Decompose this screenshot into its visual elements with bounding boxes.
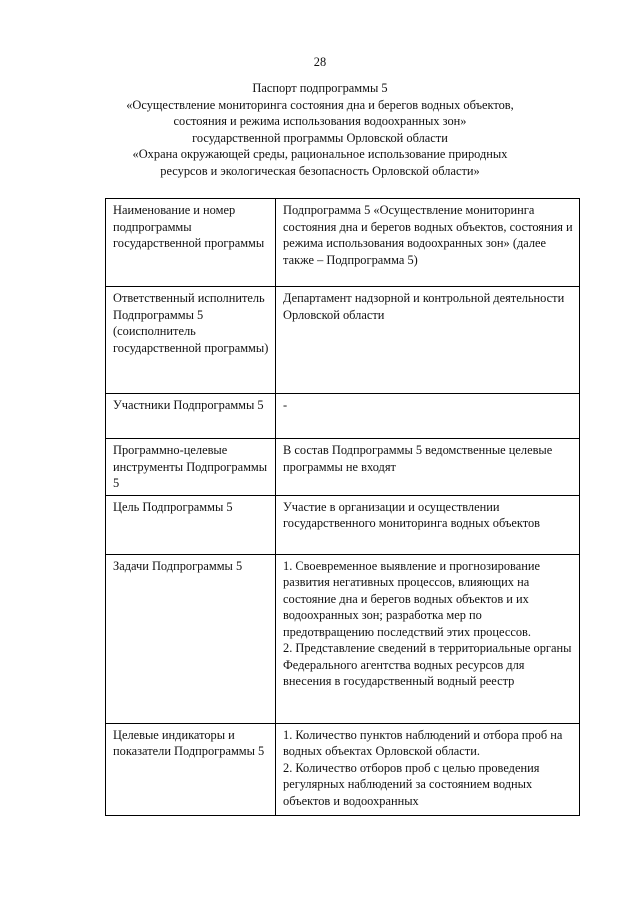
row-value [276,723,580,815]
row-label [106,495,276,554]
row-label [106,439,276,496]
label-text: Участники Подпрограммы 5 [113,398,264,412]
row-label [106,723,276,815]
row-value [276,394,580,439]
passport-table [105,198,580,816]
table-row [106,439,580,496]
label-text: Ответственный исполнитель Подпрограммы 5 (соисполнитель государственной программы) [113,291,269,355]
indicator-item: 1. Количество пунктов наблюдений и отбора проб на водных объектах Орловской области. [283,727,563,758]
label-text: Задачи Подпрограммы 5 [113,558,243,573]
row-label [106,554,276,723]
table-row [106,394,580,439]
row-label [106,394,276,439]
row-value [276,199,580,287]
value-text-clip [283,727,574,811]
page-number: 28 [313,55,327,69]
title-line: состояния и режима использования водоохранных зон» [173,114,467,128]
label-text: Программно-целевые инструменты Подпрограммы 5 [113,443,268,490]
title-line: ресурсов и экологическая безопасность Орловской области» [160,163,480,178]
table-row [106,287,580,394]
row-value [276,287,580,394]
value-text: В состав Подпрограммы 5 ведомственные целевые программы не входят [283,443,553,474]
title-line: Паспорт подпрограммы 5 [252,81,388,95]
label-text: Наименование и номер подпрограммы государственной программы [113,203,265,250]
value-text: Подпрограмма 5 «Осуществление мониторинга состояния дна и берегов водных объектов, состояния и режима использования водоохранных зон» (далее также – Подпрограмма 5) [283,203,573,267]
row-value [276,554,580,723]
row-value [276,439,580,496]
indicator-item: 2. Количество отборов проб с целью проведения регулярных наблюдений за состоянием водных объектов и водоохранных [283,760,540,808]
label-text: Целевые индикаторы и показатели Подпрограммы 5 [113,727,265,758]
value-text: - [283,398,288,412]
row-value [276,495,580,554]
document-title [60,80,580,179]
title-line: государственной программы Орловской области [192,130,448,145]
value-text: Департамент надзорной и контрольной деятельности Орловской области [283,291,565,322]
label-text: Цель Подпрограммы 5 [113,499,233,514]
value-text: Участие в организации и осуществлении государственного мониторинга водных объектов [283,499,541,530]
task-item: 1. Своевременное выявление и прогнозирование развития негативных процессов, влияющих на состояние дна и берегов водных объектов и их водоохранных зон; разработка мер по предотвращению последствий этих процессов. [283,558,540,639]
table-row [106,723,580,815]
title-line: «Осуществление мониторинга состояния дна и берегов водных объектов, [126,97,514,112]
table-row [106,554,580,723]
table-row [106,199,580,287]
table-row [106,495,580,554]
title-line: «Охрана окружающей среды, рациональное использование природных [132,147,508,161]
row-label [106,287,276,394]
row-label [106,199,276,287]
task-item: 2. Представление сведений в территориальные органы Федерального агентства водных ресурсов для внесения в государственный водный реестр [283,641,572,688]
